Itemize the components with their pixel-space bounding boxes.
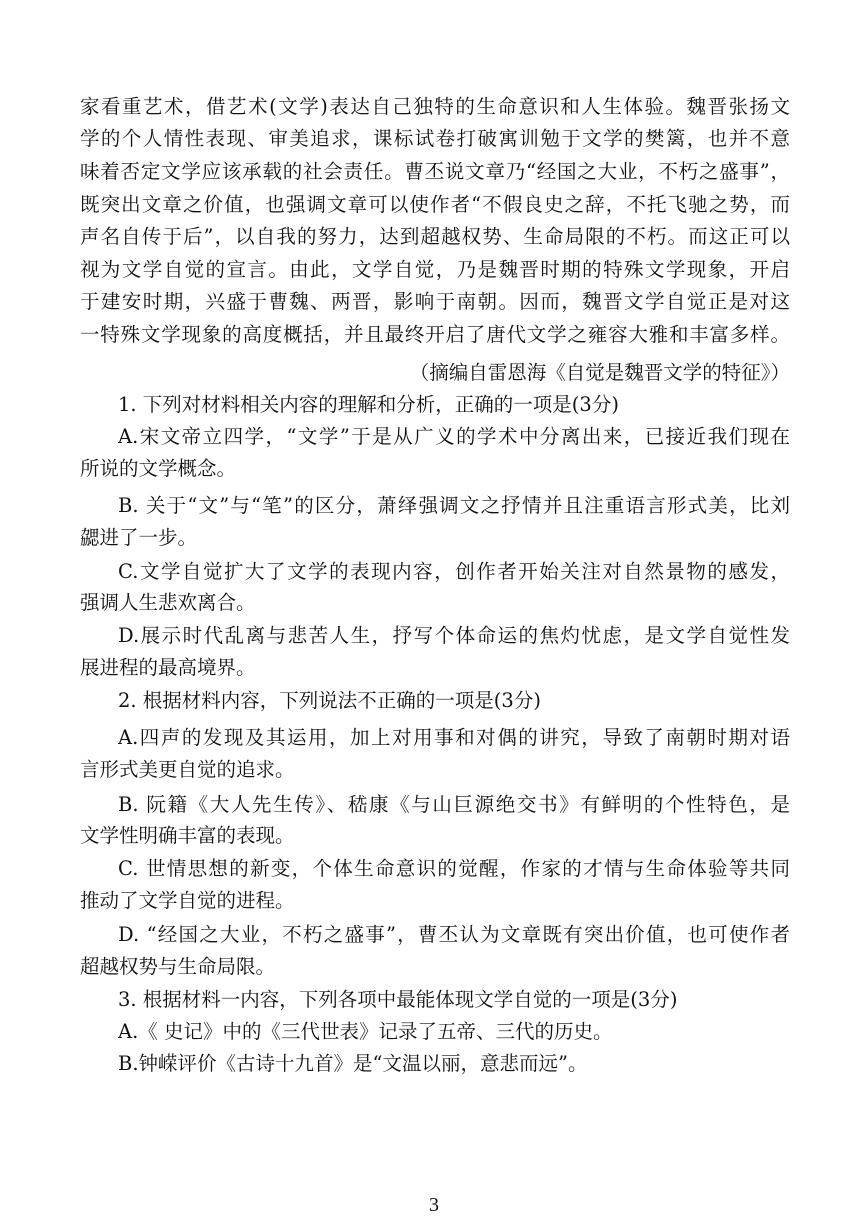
passage-line: 既突出文章之价值，也强调文章可以使作者“不假良史之辞，不托飞驰之势，而	[80, 193, 790, 216]
option-a-line: 所说的文学概念。	[80, 457, 237, 480]
question-stem: 3. 根据材料一内容，下列各项中最能体现文学自觉的一项是(3分)	[118, 988, 678, 1011]
option-d-line: D. “经国之大业，不朽之盛事”，曹丕认为文章既有突出价值，也可使作者	[118, 923, 790, 946]
option-a-line: 言形式美更自觉的追求。	[80, 758, 295, 781]
option-c-line: C.文学自觉扩大了文学的表现内容，创作者开始关注对自然景物的感发，	[118, 560, 790, 583]
option-c-line: C. 世情思想的新变，个体生命意识的觉醒，作家的才情与生命体验等共同	[118, 857, 790, 880]
option-a-line: A.《 史记》中的《三代世表》记录了五帝、三代的历史。	[118, 1020, 613, 1043]
option-a-line: A.宋文帝立四学，“文学”于是从广义的学术中分离出来，已接近我们现在	[118, 425, 790, 448]
source-attribution: （摘编自雷恩海《自觉是魏晋文学的特征》）	[409, 361, 790, 384]
option-b-line: B. 关于“文”与“笔”的区分，萧绎强调文之抒情并且注重语言形式美，比刘	[118, 494, 790, 517]
question-stem: 1. 下列对材料相关内容的理解和分析，正确的一项是(3分)	[118, 393, 619, 416]
passage-line: 于建安时期，兴盛于曹魏、两晋，影响于南朝。因而，魏晋文学自觉正是对这	[80, 290, 790, 313]
option-d-line: D.展示时代乱离与悲苦人生，抒写个体命运的焦灼忧虑，是文学自觉性发	[118, 624, 790, 647]
passage-line: 一特殊文学现象的高度概括，并且最终开启了唐代文学之雍容大雅和丰富多样。	[80, 323, 790, 346]
passage-line: 学的个人情性表现、审美追求，课标试卷打破寓训勉于文学的樊篱，也并不意	[80, 127, 790, 150]
passage-line: 家看重艺术，借艺术(文学)表达自己独特的生命意识和人生体验。魏晋张扬文	[80, 95, 790, 118]
option-d-line: 超越权势与生命局限。	[80, 955, 276, 978]
option-b-line: B.钟嵘评价《古诗十九首》是“文温以丽，意悲而远”。	[118, 1052, 588, 1075]
option-b-line: B. 阮籍《大人先生传》、嵇康《与山巨源绝交书》有鲜明的个性特色，是	[118, 793, 790, 816]
passage-line: 视为文学自觉的宣言。由此，文学自觉，乃是魏晋时期的特殊文学现象，开启	[80, 258, 790, 281]
option-a-line: A.四声的发现及其运用，加上对用事和对偶的讲究，导致了南朝时期对语	[118, 726, 790, 749]
passage-line: 声名自传于后”，以自我的努力，达到超越权势、生命局限的不朽。而这正可以	[80, 225, 790, 248]
page-number: 3	[429, 1194, 439, 1216]
option-d-line: 展进程的最高境界。	[80, 656, 256, 679]
passage-line: 味着否定文学应该承载的社会责任。曹丕说文章乃“经国之大业，不朽之盛事”，	[80, 160, 790, 183]
option-c-line: 推动了文学自觉的进程。	[80, 889, 295, 912]
option-b-line: 文学性明确丰富的表现。	[80, 824, 295, 847]
question-stem: 2. 根据材料内容，下列说法不正确的一项是(3分)	[118, 689, 541, 712]
option-b-line: 勰进了一步。	[80, 526, 198, 549]
option-c-line: 强调人生悲欢离合。	[80, 591, 256, 614]
